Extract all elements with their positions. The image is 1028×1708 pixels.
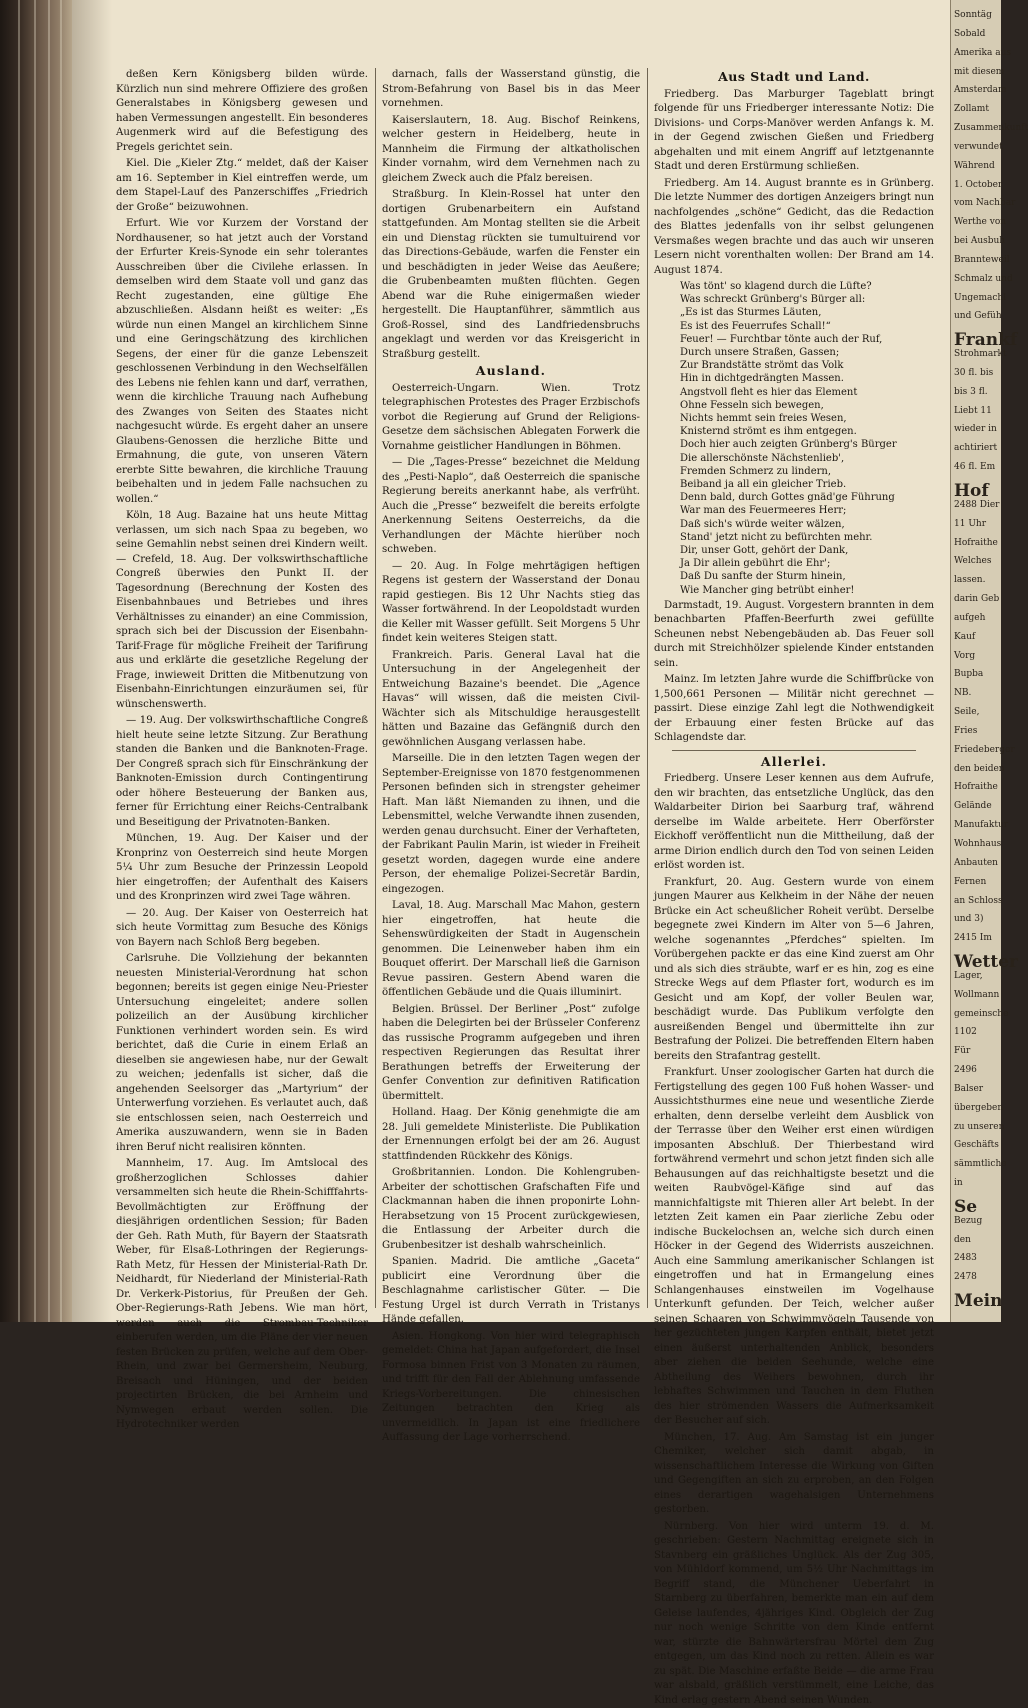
left-column	[116, 68, 368, 1430]
adjacent-page-fragment: zu unseren	[954, 1122, 1005, 1132]
article: — 20. Aug. In Folge mehrtägigen heftigen Regens ist gestern der Wasserstand der Donau rapid gestiegen. Bis 12 Uhr Nachts stieg das Wasser fortwährend. In der Leopoldstadt wurden die Keller mit Wasser gefüllt. Seit Morgens 5 Uhr findet kein weiteres Steigen statt.	[382, 560, 640, 644]
poem-line: Was tönt' so klagend durch die Lüfte?	[680, 281, 872, 292]
article: Asien. Hongkong. Von hier wird telegraphisch gemeldet: China hat Japan aufgefordert, die Insel Formosa binnen Frist von 3 Monaten zu räumen, und trifft für den Fall der Ablehnung umfassende Kriegs-Vorbereitungen. Die chinesischen Zeitungen betrachten den Krieg als unvermeidlich. In Japan ist eine friedlichere Auffassung der Lage vorherrschend.	[382, 1330, 640, 1443]
adjacent-page-fragment: Fries	[954, 726, 978, 736]
adjacent-page-fragment: Wollmann	[954, 990, 1000, 1000]
poem-line: Stand' jetzt nicht zu befürchten mehr.	[680, 531, 873, 543]
adjacent-page-fragment: Sonntäg	[954, 10, 992, 20]
article: Großbritannien. London. Die Kohlengruben-Arbeiter der schottischen Grafschaften Fife und Clackmannan haben die ihnen proponirte Lohn-Herabsetzung von 15 Procent zurückgewiesen, die Entlassung der Arbeiter durch die Grubenbesitzer ist deshalb wahrscheinlich.	[382, 1167, 640, 1251]
adjacent-page-fragment: darin Geb	[954, 594, 1000, 604]
adjacent-page-fragment: Wetter	[954, 952, 1018, 972]
poem-line: Daß Du sanfte der Sturm hinein,	[680, 571, 846, 583]
adjacent-page-fragment: Wohnhaus	[954, 839, 1002, 849]
section-heading-aus-stadt-und-land: Aus Stadt und Land.	[718, 69, 870, 84]
adjacent-page-fragment: Werthe von	[954, 217, 1007, 227]
adjacent-page-fragment: übergeben	[954, 1103, 1004, 1113]
adjacent-page-fragment: Amsterdam	[954, 85, 1007, 95]
adjacent-page-fragment: Seile,	[954, 707, 980, 717]
adjacent-page-fragment: Hof	[954, 481, 989, 501]
adjacent-page-fragment: lassen.	[954, 575, 986, 585]
poem-line: Ohne Fesseln sich bewegen,	[680, 399, 824, 411]
adjacent-page-fragment: 2478	[954, 1272, 977, 1282]
section-heading-ausland: Ausland.	[475, 363, 547, 378]
adjacent-page-fragment: Strohmarkt	[954, 349, 1007, 359]
article: Laval, 18. Aug. Marschall Mac Mahon, gestern hier eingetroffen, hat heute die Sehenswürdigkeiten der Stadt in Augenschein genommen. Die Leinenweber haben ihm ein Bouquet offerirt. Der Marschall ließ die Garnison Revue passiren. Gestern Abend waren die öffentlichen Gebäude und die Quais illuminirt.	[382, 900, 640, 998]
poem-line: Doch hier auch zeigten Grünberg's Bürger	[680, 439, 897, 451]
adjacent-page-fragment: Hofraithe	[954, 782, 998, 792]
adjacent-page-fragment: Liebt 11	[954, 406, 992, 416]
poem-line: War man des Feuermeeres Herr;	[680, 505, 847, 517]
adjacent-page-fragment: Fernen	[954, 877, 987, 887]
adjacent-page-fragment: Hofraithe	[954, 538, 998, 548]
article: Belgien. Brüssel. Der Berliner „Post“ zufolge haben die Delegirten bei der Brüsseler Conferenz das russische Programm aufgegeben und ihren respectiven Regierungen das Resultat ihrer Berathungen betreffs der Erweiterung der Genfer Convention zur definitiven Ratification übermittelt.	[382, 1003, 640, 1102]
adjacent-page-fragment: Zollamt	[954, 104, 989, 114]
adjacent-page-fragment: verwundet	[954, 142, 1003, 152]
book-binding	[0, 0, 72, 1322]
section-heading-allerlei: Allerlei.	[760, 753, 828, 769]
adjacent-page-fragment: Anbauten	[954, 858, 998, 868]
poem-line: Es ist des Feuerrufes Schall!“	[680, 320, 831, 332]
adjacent-page-fragment: 1. October	[954, 180, 1003, 190]
article: Friedberg. Am 14. August brannte es in Grünberg. Die letzte Nummer des dortigen Anzeigers bringt nun nachfolgendes „schöne“ Gedicht, das die Redaction des Blattes jedenfalls von ihr selbst gelungenen Versmaßes wegen brachte und das auch wir unseren Lesern nicht vorenthalten wollen: Der Brand am 14. August 1874.	[654, 177, 934, 276]
poem-line: Fremden Schmerz zu lindern,	[680, 465, 832, 477]
adjacent-page-fragment: Brannteweil	[954, 255, 1010, 265]
article: — 20. Aug. Der Kaiser von Oesterreich hat sich heute Vormittag zum Besuche des Königs von Bayern nach Schloß Berg begeben.	[116, 907, 368, 948]
adjacent-page-fragment: Mein	[954, 1291, 1003, 1311]
article: Friedberg. Das Marburger Tageblatt bringt folgende für uns Friedberger interessante Notiz: Die Divisions- und Corps-Manöver werden Anfangs k. M. in der Gegend zwischen Gießen und Friedberg abgehalten und mit einem Angriff auf letztgenannte Stadt und deren Erstürmung schließen.	[654, 88, 934, 172]
poem-line: Feuer! — Furchtbar tönte auch der Ruf,	[680, 333, 883, 345]
poem-line: Durch unsere Straßen, Gassen;	[680, 347, 840, 359]
poem-line: Beiband ja all ein gleicher Trieb.	[680, 479, 847, 491]
article: München, 19. Aug. Der Kaiser und der Kronprinz von Oesterreich sind heute Morgen 5¼ Uhr zum Besuche der Prinzessin Leopold hier eingetroffen; der Aufenthalt des Kaisers und des Kronprinzen wird zwei Tage währen.	[116, 833, 368, 902]
adjacent-page-fragment: Während	[954, 161, 995, 171]
article: Straßburg. In Klein-Rossel hat unter den dortigen Grubenarbeitern ein Aufstand stattgefunden. Am Montag stellten sie die Arbeit ein und Dienstag rückten sie tumultuirend vor das Directions-Gebäude, warfen die Fenster ein und beschädigten in jeder Weise das Aeußere; die Grubenbeamten mußten flüchten. Gegen Abend war die Ruhe einigermaßen wieder hergestellt. Die Hauptanführer, sämmtlich aus Groß-Rossel, sind des Landfriedensbruchs angeklagt und werden vor das Kreisgericht in Straßburg gestellt.	[382, 189, 640, 360]
article: — Die „Tages-Presse“ bezeichnet die Meldung des „Pesti-Naplo“, daß Oesterreich die spanische Regierung bereits anerkannt habe, als verfrüht. Auch die „Presse“ bezweifelt die bereits erfolgte Anerkennung Seitens Oesterreichs, da die Verhandlungen der Mächte hierüber noch schweben.	[382, 457, 640, 555]
adjacent-page-fragment: 46 fl. Em	[954, 462, 996, 472]
adjacent-page-fragment: aufgeh	[954, 613, 986, 623]
adjacent-page-fragment: 2415 Im	[954, 933, 992, 943]
article: München, 17. Aug. Am Samstag ist ein junger Chemiker, welcher sich damit abgab, in wissenschaftlichem Interesse die Wirkung von Giften und Gegengiften an sich zu erproben, an den Folgen eines derartigen wagehalsigen Unternehmens gestorben.	[654, 1431, 934, 1516]
article: Mainz. Im letzten Jahre wurde die Schiffbrücke von 1,500,661 Personen — Militär nicht gerechnet — passirt. Diese einzige Zahl legt die Nothwendigkeit der Erbauung einer festen Brücke auf das Schlagendste dar.	[654, 674, 934, 744]
newspaper-page	[72, 0, 950, 1706]
article: Erfurt. Wie vor Kurzem der Vorstand der Nordhausener, so hat jetzt auch der Vorstand der Erfurter Kreis-Synode ein sehr tolerantes Ausschreiben über die Civilehe erlassen. In demselben wird dem Staate voll und ganz das Recht zugestanden, eine gültige Ehe abzuschließen. Alsdann heißt es weiter: „Es würde nun einen Mangel an kirchlichem Sinne und eine Geringschätzung des kirchlichen Segens, der einer für die ganze Lebenszeit geschlossenen Verbindung in den Wechselfällen des Lebens nie fehlen kann und darf, verrathen, wenn die kirchliche Trauung nach Aufhebung des Zwanges von Seiten des Staates nicht nachgesucht würde. Es ergeht daher an unsere Glaubens-Genossen die herzliche Bitte und Ermahnung, die gute, von unseren Vätern ererbte Sitte bewahren, die kirchliche Trauung beibehalten und in jedem Falle nachsuchen zu wollen.“	[116, 218, 368, 505]
adjacent-page-fragment: und 3)	[954, 914, 984, 924]
poem-line: „Es ist das Sturmes Läuten,	[680, 307, 822, 319]
article: Frankfurt. Unser zoologischer Garten hat durch die Fertigstellung des gegen 100 Fuß hohen Wasser- und Aussichtsthurmes eine neue und wesentliche Zierde erhalten, denn derselbe verleiht dem Ausblick von der Terrasse über den Weiher erst einen würdigen imposanten Abschluß. Der Thierbestand wird fortwährend vermehrt und schon jetzt finden sich alle Behausungen auf das reichhaltigste besetzt und die weiten Raubvögel-Käfige sind auf das mannichfaltigste mit Thieren aller Art belebt. In der letzten Zeit kamen ein Paar zierliche Zebu oder indische Buckelochsen an, welche sich durch einen Höcker in der Gegend des Widerrists auszeichnen. Auch eine Sammlung amerikanischer Schlangen ist eingetroffen und hat in Ermangelung eines Schlangenhauses einstweilen im Vogelhause Unterkunft gefunden. Der Teich, welcher außer seinen Schaaren von Schwimmvögeln Tausende von her gezüchteten jungen Karpfen enthält, bietet jetzt einen äußerst unterhaltenden Anblick, besonders aber ziehen die beiden Seehunde, welche eine Abtheilung des Weihers bewohnen, durch ihr lebhaftes Schwimmen und Tauchen in dem Fluthen des hier strömenden Wassers die Aufmerksamkeit der Besucher auf sich.	[654, 1067, 934, 1427]
poem-line: Nichts hemmt sein freies Wesen,	[680, 413, 847, 425]
adjacent-page-fragment: Kauf	[954, 632, 976, 642]
adjacent-page-fragment: bei Ausbuh	[954, 236, 1006, 246]
article: Holland. Haag. Der König genehmigte die am 28. Juli gemeldete Ministerliste. Die Publikation der Ernennungen erfolgt bei der am 26. August stattfindenden Rückkehr des Königs.	[382, 1107, 640, 1162]
poem-line: Daß sich's würde weiter wälzen,	[680, 518, 845, 530]
article: deßen Kern Königsberg bilden würde. Kürzlich nun sind mehrere Offiziere des großen Generalstabes in Königsberg gewesen und haben Vermessungen angestellt. Ein besonderes Augenmerk wird auf die Befestigung des Pregels gerichtet sein.	[116, 69, 368, 153]
article: Mannheim, 17. Aug. Im Amtslocal des großherzoglichen Schlosses dahier versammelten sich heute die Rhein-Schifffahrts-Bevollmächtigten zur Eröffnung der diesjährigen ordentlichen Session; für Baden der Geh. Rath Muth, für Bayern der Staatsrath Weber, für Elsaß-Lothringen der Regierungs-Rath Metz, für Hessen der Ministerial-Rath Dr. Neidhardt, für Niederland der Ministerial-Rath Dr. Verkerk-Pistorius, für Preußen der Geh. Ober-Regierungs-Rath Jebens. Wie man hört, werden auch die Strombau-Techniker einberufen werden, um die Pläne der vier neuen festen Brücken zu prüfen, welche auf dem Ober-Rhein, und zwar bei Germersheim, Neuburg, Breisach und Hüningen, und der beiden projectirten Brücken, die bei Arnheim und Nymwegen erbaut werden sollen. Die Hydrotechniker werden	[116, 1158, 368, 1430]
article: Kaiserslautern, 18. Aug. Bischof Reinkens, welcher gestern in Heidelberg, heute in Mannheim die Firmung der altkatholischen Kinder vornahm, wird dem Vernehmen nach zu gleichem Zweck auch die Pfalz bereisen.	[382, 114, 640, 184]
adjacent-page-fragment: NB.	[954, 688, 972, 698]
adjacent-page-fragment: achtiriert	[954, 443, 998, 453]
adjacent-page-fragment: 2488 Dier	[954, 500, 1000, 510]
section-divider	[672, 750, 916, 751]
adjacent-page-fragment: Bezug	[954, 1216, 983, 1226]
article: — 19. Aug. Der volkswirthschaftliche Congreß hielt heute seine letzte Sitzung. Zur Berathung standen die Banken und die Banknoten-Frage. Der Congreß sprach sich für Einschränkung der Banknoten-Emission durch Contingentirung oder höhere Besteuerung der Banken aus, ferner für Errichtung einer Reichs-Centralbank und Beseitigung der Privatnoten-Banken.	[116, 715, 368, 828]
adjacent-page-fragment: wieder in	[954, 424, 997, 434]
adjacent-page-fragment: den beiden	[954, 764, 1005, 774]
poem-line: Ja Dir allein gebührt die Ehr';	[680, 558, 831, 570]
poem-line: Zur Brandstätte strömt das Volk	[680, 360, 844, 372]
poem-line: Die allerschönste Nächstenlieb',	[680, 452, 845, 464]
adjacent-page-fragment: mit diesem	[954, 67, 1005, 77]
adjacent-page-fragment: Ungemachl	[954, 293, 1007, 303]
adjacent-page-fragment: 30 fl. bis	[954, 368, 994, 378]
adjacent-page-fragment: gemeinsche	[954, 1009, 1009, 1019]
adjacent-page-fragment: Se	[954, 1197, 978, 1217]
adjacent-page-fragment: Welches	[954, 556, 992, 566]
adjacent-page-fragment: Manufaktur	[954, 820, 1009, 830]
article: Nürnberg. Von hier wird unterm 19. d. M. geschrieben: Gestern Nachmittag ereignete sich in Stavnberg ein gräßliches Unglück. Als der Zug 305, von Mühldorf kommend, um 5½ Uhr Nachmittags im Begriff stand, die Münchener Ueberfahrt in Starnberg zu überfahren, bemerkte man ein auf dem Geleise laufendes, 4jähriges Kind. Obgleich der Zug nur noch wenige Schritte von dem Kinde entfernt war, stürzte die Bahnwärtersfrau Mörtel dem Zug entgegen, um das Kind noch zu retten. Allein es war zu spät. Die Maschine erfaßte Beide — die arme Frau war alsbald, gräßlich verstümmelt, eine Leiche, das Kind erlag gestern Abend seinen Wunden.	[654, 1520, 934, 1706]
adjacent-page-fragment: Frankf	[954, 330, 1018, 350]
adjacent-page-fragment: 11 Uhr	[954, 519, 986, 529]
adjacent-page-fragment: vom Nachbar	[954, 198, 1016, 208]
adjacent-page-fragment: und Gefüh	[954, 311, 1002, 321]
article: Friedberg. Unsere Leser kennen aus dem Aufrufe, den wir brachten, das entsetzliche Unglück, das den Waldarbeiter Dirion bei Saarburg traf, während derselbe im Walde arbeitete. Herr Oberförster Eickhoff veröffentlicht nun die Mittheilung, daß der arme Dirion endlich durch den Tod von seinen Leiden erlöst worden ist.	[654, 773, 934, 872]
adjacent-page-fragment: 2496	[954, 1065, 977, 1075]
article: Köln, 18 Aug. Bazaine hat uns heute Mittag verlassen, um sich nach Spaa zu begeben, wo seine Gemahlin nebst seinen drei Kindern weilt. — Crefeld, 18. Aug. Der volkswirthschaftliche Congreß überwies den Punkt II. der Tagesordnung (Berechnung der Kosten des Eisenbahnbaues und Betriebes und ihres Verhältnisses zu einander) an eine Commission, sprach sich bei der Discussion der Eisenbahn-Tarif-Frage für mögliche Freiheit der Tarifirung aus und erklärte die gesetzliche Regelung der Frage, inwieweit Dritten die Mitbenutzung von Eisenbahn-Einrichtungen einzuräumen sei, für wünschenswerth.	[116, 510, 368, 710]
adjacent-page-fragment: an Schloss	[954, 896, 1003, 906]
article: Marseille. Die in den letzten Tagen wegen der September-Ereignisse von 1870 festgenommenen Personen befinden sich in strengster geheimer Haft. Man läßt Niemanden zu ihnen, und die Lebensmittel, welche Verwandte ihnen zusenden, werden genau durchsucht. Einer der Verhafteten, der Fabrikant Paulin Marin, ist wieder in Freiheit gesetzt worden, dagegen wurde eine andere Person, der ehemalige Polizei-Secretär Bardin, eingezogen.	[382, 753, 640, 895]
poem-line: Wie Mancher ging betrübt einher!	[680, 584, 855, 596]
right-column	[654, 68, 934, 1706]
column-rule	[375, 68, 376, 1308]
adjacent-page-fragment: Zusammenkunft	[954, 123, 1028, 133]
adjacent-page-fragment: Für	[954, 1046, 971, 1056]
article: Oesterreich-Ungarn. Wien. Trotz telegraphischen Protestes des Prager Erzbischofs vorbot die Regierung auf Grund der Religions-Gesetze dem sächsischen Ablegaten Forwerk die Vornahme geistlicher Handlungen in Böhmen.	[382, 382, 640, 452]
article: Spanien. Madrid. Die amtliche „Gaceta“ publicirt eine Verordnung über die Beschlagnahme carlistischer Güter. — Die Festung Urgel ist durch Verrath in Tristanys Hände gefallen.	[382, 1256, 640, 1325]
adjacent-page-fragment: Friedeberger	[954, 745, 1015, 755]
adjacent-page-fragment: bis 3 fl.	[954, 387, 988, 397]
adjacent-page-fragment: den	[954, 1235, 971, 1245]
poem-line: Denn bald, durch Gottes gnäd'ge Führung	[680, 492, 895, 504]
article: Darmstadt, 19. August. Vorgestern brannten in dem benachbarten Pfaffen-Beerfurth zwei gefüllte Scheunen nebst Nebengebäuden ab. Das Feuer soll durch mit Streichhölzer spielende Kinder entstanden sein.	[654, 599, 934, 669]
adjacent-page-fragment: Lager,	[954, 971, 983, 981]
adjacent-page-fragment: 1102	[954, 1027, 977, 1037]
poem-line: Was schreckt Grünberg's Bürger all:	[680, 294, 866, 306]
middle-column	[382, 68, 640, 1443]
poem-line: Hin in dichtgedrängten Massen.	[680, 373, 844, 385]
poem	[654, 280, 934, 597]
poem-line: Angstvoll fleht es hier das Element	[680, 386, 858, 398]
adjacent-page-fragment: Bupba	[954, 669, 984, 679]
adjacent-page-fragment: Geschäfts	[954, 1140, 999, 1150]
adjacent-page-fragment: Sobald	[954, 29, 986, 39]
adjacent-page-fragment: Amerika aus	[954, 48, 1012, 58]
poem-line: Knisternd strömt es ihm entgegen.	[680, 426, 857, 438]
poem-line: Dir, unser Gott, gehört der Dank,	[680, 545, 849, 557]
adjacent-page-fragment: Vorg	[954, 651, 976, 661]
adjacent-page-edge	[950, 0, 1028, 1322]
adjacent-page-fragment: Gelände	[954, 801, 992, 811]
article: darnach, falls der Wasserstand günstig, die Strom-Befahrung von Basel bis in das Meer vornehmen.	[382, 69, 640, 109]
adjacent-page-fragment: in	[954, 1178, 963, 1188]
adjacent-page-fragment: Balser	[954, 1084, 984, 1094]
adjacent-page-fragment: 2483	[954, 1253, 977, 1263]
column-rule	[647, 68, 648, 1308]
adjacent-page-fragment: sämmtliche	[954, 1159, 1007, 1169]
article: Frankreich. Paris. General Laval hat die Untersuchung in der Angelegenheit der Entweichung Bazaine's beendet. Die „Agence Havas“ will wissen, daß die meisten Civil-Wächter sich als Mitschuldige herausgestellt hätten und Bazaine das Gefängniß durch den gewöhnlichen Ausgang verlassen habe.	[382, 649, 640, 748]
adjacent-page-fragment: Schmalz und	[954, 274, 1013, 284]
article: Carlsruhe. Die Vollziehung der bekannten neuesten Ministerial-Verordnung hat schon begonnen; bereits ist gegen einige Neu-Priester Untersuchung eingeleitet; andere sollen polizeilich an der Ausübung kirchlicher Funktionen verhindert worden sein. Es wird berichtet, daß die Curie in einem Erlaß an dieselben sie angewiesen habe, nur der Gewalt zu weichen; jedenfalls ist sicher, daß die angehenden Seelsorger das „Martyrium“ der Unterwerfung vorziehen. Es verlautet auch, daß sie entschlossen seien, nach Oesterreich und Amerika auszuwandern, wenn sie in Baden ihren Beruf nicht realisiren könnten.	[116, 953, 368, 1153]
article: Frankfurt, 20. Aug. Gestern wurde von einem jungen Maurer aus Kelkheim in der Nähe der neuen Brücke ein Act scheußlicher Roheit verübt. Derselbe begegnete zwei Kindern im Alter von 5—6 Jahren, welche sogenanntes „Pferdches“ spielten. Im Vorübergehen packte er das eine Kind zuerst am Ohr und als sich dies sträubte, warf er es hin, zog es eine Strecke Wegs auf dem Pflaster fort, wodurch es im Gesicht und am Kopf, der voller Beulen war, beschädigt wurde. Das Publikum verfolgte den ausreißenden Bengel und übermittelte ihn zur Bestrafung der Polizei. Die betreffenden Eltern haben bereits den Strafantrag gestellt.	[654, 876, 934, 1062]
article: Kiel. Die „Kieler Ztg.“ meldet, daß der Kaiser am 16. September in Kiel eintreffen werde, um dem Stapel-Lauf des Panzerschiffes „Friedrich der Große“ beizuwohnen.	[116, 158, 368, 213]
